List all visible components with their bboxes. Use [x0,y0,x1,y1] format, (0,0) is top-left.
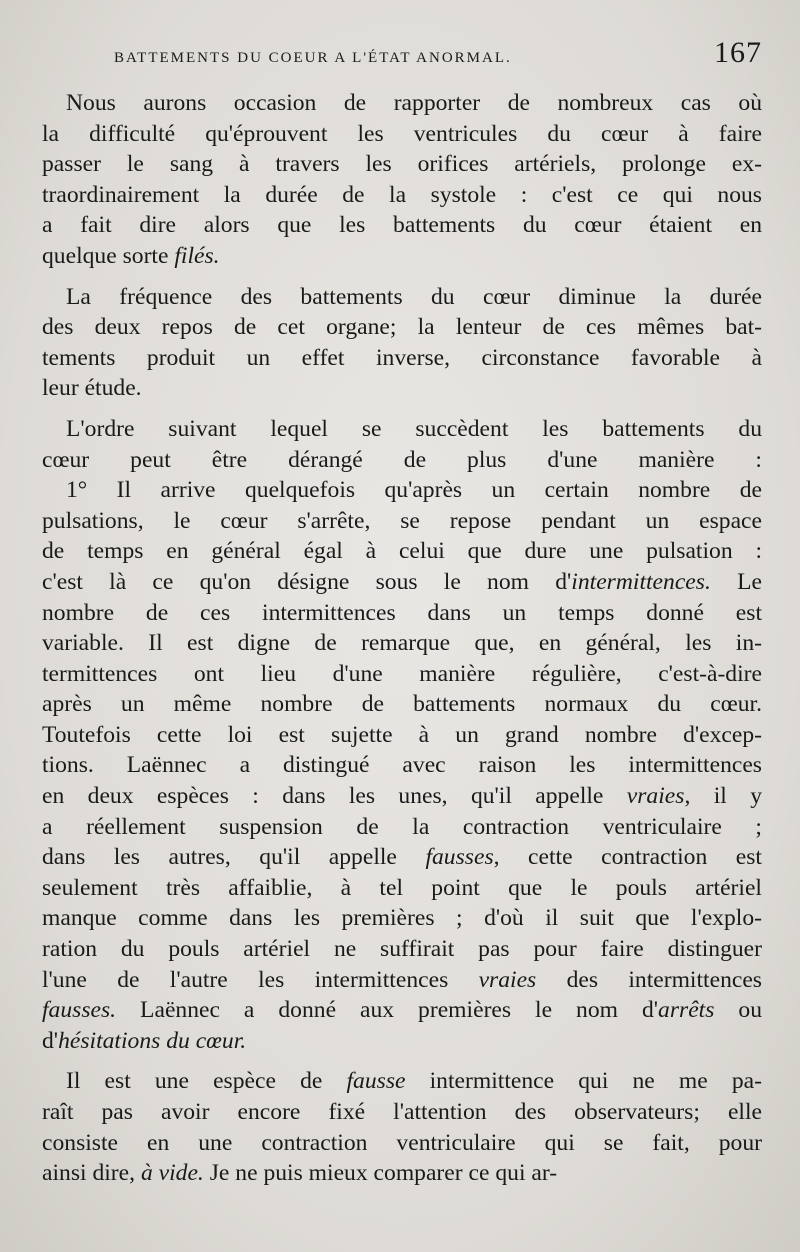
text-run: de temps en général égal à celui que dure une pulsation : [42,538,762,565]
text-run: seulement très affaiblie, à tel point que le pouls artériel [42,874,762,901]
italic-text: hésitations du cœur. [58,1027,247,1054]
text-run: après un même nombre de battements normaux du cœur. [42,691,762,718]
text-line [42,373,762,404]
text-line [42,934,762,965]
text-run: Le [710,568,762,595]
text-run: leur étude. [42,375,142,402]
italic-text: fausse [346,1068,406,1095]
paragraph-gap [42,404,762,414]
paragraph-gap [42,272,762,282]
paragraph [42,1066,762,1188]
text-run: 1° Il arrive quelquefois qu'après un certain nombre de [66,477,762,504]
text-line [42,445,762,476]
text-line [42,842,762,873]
italic-text: intermittences. [571,568,711,595]
text-line [42,210,762,241]
text-line [42,241,762,272]
text-run: ration du pouls artériel ne suffirait pas pour faire distinguer [42,936,762,963]
text-run: des intermittences [536,966,762,993]
text-run: en deux espèces : dans les unes, qu'il appelle [42,783,627,810]
text-run: d' [42,1027,59,1054]
text-line [42,536,762,567]
italic-text: vraies [478,966,537,993]
italic-text: vraies [626,783,685,810]
text-line [42,180,762,211]
text-run: a fait dire alors que les battements du cœur étaient en [42,212,762,239]
text-run: cœur peut être dérangé de plus d'une manière : [42,446,762,473]
text-run: La fréquence des battements du cœur diminue la durée [66,283,762,310]
text-line [42,567,762,598]
italic-text: fausses [425,844,494,871]
text-line [42,149,762,180]
text-run: tements produit un effet inverse, circonstance favorable à [42,344,762,371]
italic-text: filés. [174,242,220,269]
text-run: passer le sang à travers les orifices artériels, prolonge ex- [42,151,762,178]
text-run: L'ordre suivant lequel se succèdent les battements du [66,415,762,442]
text-line [42,598,762,629]
text-run: tions. Laënnec a distingué avec raison les intermittences [42,752,762,779]
text-line [42,88,762,119]
paragraph-gap [42,1056,762,1066]
text-run: des deux repos de cet organe; la lenteur de ces mêmes bat- [42,314,762,341]
text-run: c'est là ce qu'on désigne sous le nom d' [42,568,572,595]
text-line [42,873,762,904]
text-run: dans les autres, qu'il appelle [42,844,426,871]
text-line [42,1158,762,1189]
italic-text: fausses. [42,997,117,1024]
paragraph [42,88,762,272]
text-run: traordinairement la durée de la systole : c'est ce qui nous [42,181,762,208]
text-line [42,689,762,720]
text-run: Toutefois cette loi est sujette à un grand nombre d'excep- [42,721,762,748]
text-run: l'une de l'autre les intermittences [42,966,479,993]
text-run: pulsations, le cœur s'arrête, se repose pendant un espace [42,507,762,534]
text-line [42,720,762,751]
text-line [42,1026,762,1057]
text-run: Il est une espèce de [66,1068,347,1095]
text-run: , il y [684,783,763,810]
text-line [42,781,762,812]
text-line [42,312,762,343]
text-line [42,903,762,934]
text-line [42,1097,762,1128]
body-text [42,88,762,1189]
text-run: nombre de ces intermittences dans un temps donné est [42,599,762,626]
text-run: ainsi dire, [42,1160,141,1187]
text-line [42,628,762,659]
text-line [42,812,762,843]
text-run: manque comme dans les premières ; d'où il suit que l'explo- [42,905,762,932]
text-run: Je ne puis mieux comparer ce qui ar- [203,1160,558,1187]
paragraph [42,414,762,1056]
paragraph [42,282,762,404]
text-line [42,282,762,313]
italic-text: arrêts [658,997,715,1024]
text-line [42,1128,762,1159]
text-run: Nous aurons occasion de rapporter de nombreux cas où [66,90,762,116]
text-run: a réellement suspension de la contraction ventriculaire ; [42,813,762,840]
text-line [42,506,762,537]
text-run: consiste en une contraction ventriculaire qui se fait, pour [42,1129,762,1156]
text-run: , cette contraction est [493,844,762,871]
text-run: Laënnec a donné aux premières le nom d' [116,997,659,1024]
text-run: termittences ont lieu d'une manière régulière, c'est-à-dire [42,660,762,687]
page-header [42,36,762,88]
text-line [42,475,762,506]
text-run: ou [714,997,762,1024]
italic-text: à vide. [140,1160,204,1187]
text-run: variable. Il est digne de remarque que, en général, les in- [42,630,762,657]
text-line [42,659,762,690]
text-run: la difficulté qu'éprouvent les ventricules du cœur à faire [42,120,762,147]
page-number: 167 [714,36,762,69]
text-line [42,1066,762,1097]
text-line [42,750,762,781]
text-line [42,995,762,1026]
text-line [42,343,762,374]
text-line [42,965,762,996]
running-title: BATTEMENTS DU COEUR A L'ÉTAT ANORMAL. [114,50,512,66]
text-run: raît pas avoir encore fixé l'attention des observateurs; elle [42,1099,762,1125]
text-line [42,119,762,150]
text-line [42,414,762,445]
text-run: quelque sorte [42,242,175,269]
text-run: intermittence qui ne me pa- [405,1068,762,1095]
